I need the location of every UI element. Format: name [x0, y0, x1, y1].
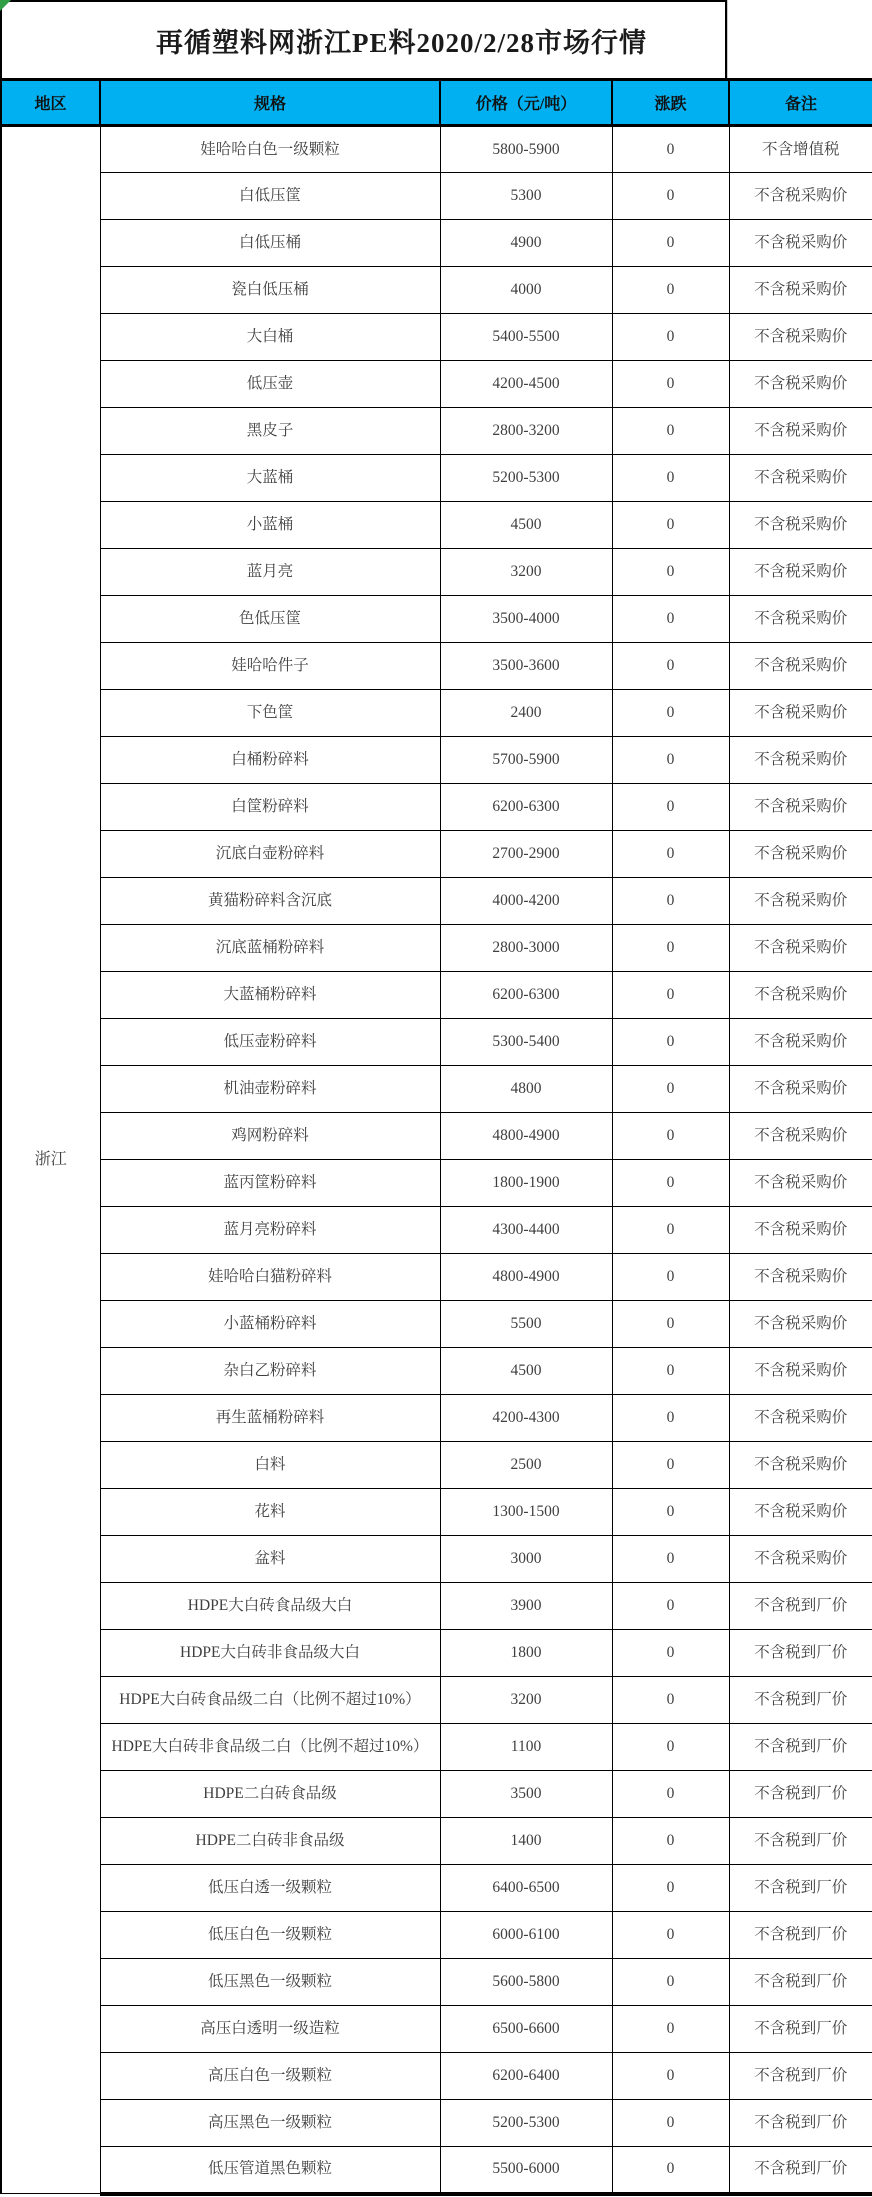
spec-cell: HDPE二白砖非食品级: [100, 1818, 440, 1865]
change-cell: 0: [612, 173, 729, 220]
note-cell: 不含税到厂价: [729, 1818, 872, 1865]
spec-cell: 沉底蓝桶粉碎料: [100, 925, 440, 972]
note-cell: 不含税到厂价: [729, 2100, 872, 2147]
table-row: [1, 1771, 872, 1818]
change-cell: 0: [612, 1160, 729, 1207]
change-cell: 0: [612, 1113, 729, 1160]
change-cell: 0: [612, 878, 729, 925]
spec-cell: HDPE二白砖食品级: [100, 1771, 440, 1818]
table-row: [1, 1865, 872, 1912]
table-row: [1, 267, 872, 314]
price-cell: 2800-3000: [440, 925, 612, 972]
column-header-price: 价格（元/吨）: [440, 80, 612, 126]
note-cell: 不含税采购价: [729, 784, 872, 831]
note-cell: 不含税采购价: [729, 1160, 872, 1207]
header-row: [1, 80, 872, 126]
table-row: [1, 1442, 872, 1489]
column-header-note: 备注: [729, 80, 872, 126]
change-cell: 0: [612, 361, 729, 408]
change-cell: 0: [612, 1724, 729, 1771]
table-row: [1, 455, 872, 502]
price-cell: 1800: [440, 1630, 612, 1677]
column-header-region: 地区: [1, 80, 100, 126]
note-cell: 不含税到厂价: [729, 2006, 872, 2053]
spec-cell: HDPE大白砖非食品级二白（比例不超过10%）: [100, 1724, 440, 1771]
table-row: [1, 1395, 872, 1442]
spec-cell: 娃哈哈白猫粉碎料: [100, 1254, 440, 1301]
change-cell: 0: [612, 1019, 729, 1066]
change-cell: 0: [612, 2006, 729, 2053]
spec-cell: 再生蓝桶粉碎料: [100, 1395, 440, 1442]
table-row: [1, 1724, 872, 1771]
table-row: [1, 1912, 872, 1959]
price-table: [0, 78, 872, 2196]
excel-corner-triangle-icon: [0, 0, 11, 11]
table-row: [1, 1489, 872, 1536]
note-cell: 不含税采购价: [729, 1489, 872, 1536]
note-cell: 不含税采购价: [729, 831, 872, 878]
note-cell: 不含税到厂价: [729, 2147, 872, 2194]
note-cell: 不含税采购价: [729, 361, 872, 408]
price-cell: 1100: [440, 1724, 612, 1771]
page-title: 再循塑料网浙江PE料2020/2/28市场行情: [155, 27, 647, 58]
price-cell: 5300-5400: [440, 1019, 612, 1066]
table-row: [1, 737, 872, 784]
column-header-spec: 规格: [100, 80, 440, 126]
note-cell: 不含税到厂价: [729, 1630, 872, 1677]
price-cell: 4800: [440, 1066, 612, 1113]
change-cell: 0: [612, 549, 729, 596]
note-cell: 不含税采购价: [729, 1066, 872, 1113]
price-cell: 2800-3200: [440, 408, 612, 455]
change-cell: 0: [612, 643, 729, 690]
spec-cell: 盆料: [100, 1536, 440, 1583]
spec-cell: 机油壶粉碎料: [100, 1066, 440, 1113]
table-row: [1, 1536, 872, 1583]
change-cell: 0: [612, 1489, 729, 1536]
change-cell: 0: [612, 314, 729, 361]
change-cell: 0: [612, 690, 729, 737]
note-cell: 不含税采购价: [729, 596, 872, 643]
spec-cell: 黑皮子: [100, 408, 440, 455]
note-cell: 不含税采购价: [729, 643, 872, 690]
change-cell: 0: [612, 925, 729, 972]
table-row: [1, 690, 872, 737]
change-cell: 0: [612, 1536, 729, 1583]
spec-cell: 低压黑色一级颗粒: [100, 1959, 440, 2006]
spec-cell: 高压白透明一级造粒: [100, 2006, 440, 2053]
note-cell: 不含税采购价: [729, 173, 872, 220]
change-cell: 0: [612, 1865, 729, 1912]
price-cell: 1400: [440, 1818, 612, 1865]
change-cell: 0: [612, 737, 729, 784]
table-row: [1, 126, 872, 173]
price-cell: 5200-5300: [440, 455, 612, 502]
price-cell: 6200-6300: [440, 972, 612, 1019]
table-row: [1, 925, 872, 972]
note-cell: 不含税到厂价: [729, 1771, 872, 1818]
price-cell: 5500-6000: [440, 2147, 612, 2194]
change-cell: 0: [612, 831, 729, 878]
price-table-body: [1, 126, 872, 2194]
change-cell: 0: [612, 596, 729, 643]
spec-cell: 低压白色一级颗粒: [100, 1912, 440, 1959]
price-cell: 3900: [440, 1583, 612, 1630]
price-cell: 6200-6300: [440, 784, 612, 831]
table-row: [1, 1818, 872, 1865]
spec-cell: 娃哈哈白色一级颗粒: [100, 126, 440, 173]
spec-cell: 色低压筐: [100, 596, 440, 643]
note-cell: 不含增值税: [729, 126, 872, 173]
table-row: [1, 1677, 872, 1724]
note-cell: 不含税采购价: [729, 1113, 872, 1160]
spec-cell: 蓝丙筐粉碎料: [100, 1160, 440, 1207]
change-cell: 0: [612, 1630, 729, 1677]
table-row: [1, 2053, 872, 2100]
spec-cell: HDPE大白砖食品级二白（比例不超过10%）: [100, 1677, 440, 1724]
price-cell: 6500-6600: [440, 2006, 612, 2053]
table-row: [1, 314, 872, 361]
table-row: [1, 972, 872, 1019]
change-cell: 0: [612, 1254, 729, 1301]
column-header-change: 涨跌: [612, 80, 729, 126]
price-cell: 1300-1500: [440, 1489, 612, 1536]
table-row: [1, 408, 872, 455]
note-cell: 不含税采购价: [729, 220, 872, 267]
change-cell: 0: [612, 1066, 729, 1113]
table-row: [1, 1066, 872, 1113]
price-cell: 5300: [440, 173, 612, 220]
change-cell: 0: [612, 784, 729, 831]
change-cell: 0: [612, 1771, 729, 1818]
note-cell: 不含税到厂价: [729, 1959, 872, 2006]
price-cell: 5600-5800: [440, 1959, 612, 2006]
change-cell: 0: [612, 502, 729, 549]
change-cell: 0: [612, 1959, 729, 2006]
note-cell: 不含税采购价: [729, 455, 872, 502]
price-cell: 3200: [440, 1677, 612, 1724]
title-box: [0, 0, 727, 78]
change-cell: 0: [612, 1583, 729, 1630]
table-row: [1, 1301, 872, 1348]
table-row: [1, 1019, 872, 1066]
table-row: [1, 549, 872, 596]
table-row: [1, 784, 872, 831]
spec-cell: 鸡网粉碎料: [100, 1113, 440, 1160]
spec-cell: 低压管道黑色颗粒: [100, 2147, 440, 2194]
spec-cell: 沉底白壶粉碎料: [100, 831, 440, 878]
table-row: [1, 1113, 872, 1160]
note-cell: 不含税采购价: [729, 972, 872, 1019]
price-cell: 2400: [440, 690, 612, 737]
table-row: [1, 643, 872, 690]
note-cell: 不含税采购价: [729, 502, 872, 549]
price-cell: 1800-1900: [440, 1160, 612, 1207]
change-cell: 0: [612, 220, 729, 267]
spec-cell: HDPE大白砖非食品级大白: [100, 1630, 440, 1677]
spec-cell: 小蓝桶: [100, 502, 440, 549]
spec-cell: 杂白乙粉碎料: [100, 1348, 440, 1395]
region-cell: 浙江: [1, 126, 100, 2194]
change-cell: 0: [612, 972, 729, 1019]
table-row: [1, 2147, 872, 2194]
table-row: [1, 831, 872, 878]
table-row: [1, 1959, 872, 2006]
spec-cell: 下色筐: [100, 690, 440, 737]
price-cell: 5500: [440, 1301, 612, 1348]
note-cell: 不含税到厂价: [729, 1865, 872, 1912]
table-row: [1, 173, 872, 220]
table-row: [1, 1583, 872, 1630]
spec-cell: 白低压桶: [100, 220, 440, 267]
spec-cell: 蓝月亮粉碎料: [100, 1207, 440, 1254]
table-row: [1, 1207, 872, 1254]
spec-cell: 白低压筐: [100, 173, 440, 220]
price-cell: 5200-5300: [440, 2100, 612, 2147]
note-cell: 不含税到厂价: [729, 1912, 872, 1959]
price-cell: 6000-6100: [440, 1912, 612, 1959]
price-cell: 4800-4900: [440, 1254, 612, 1301]
price-cell: 3500-3600: [440, 643, 612, 690]
note-cell: 不含税采购价: [729, 1254, 872, 1301]
table-row: [1, 1630, 872, 1677]
spec-cell: 花料: [100, 1489, 440, 1536]
table-row: [1, 1160, 872, 1207]
title-right-gridline: [727, 0, 728, 78]
note-cell: 不含税到厂价: [729, 1583, 872, 1630]
change-cell: 0: [612, 1207, 729, 1254]
change-cell: 0: [612, 2100, 729, 2147]
price-cell: 3500: [440, 1771, 612, 1818]
price-cell: 2500: [440, 1442, 612, 1489]
spec-cell: 大白桶: [100, 314, 440, 361]
note-cell: 不含税采购价: [729, 1207, 872, 1254]
price-cell: 5700-5900: [440, 737, 612, 784]
note-cell: 不含税到厂价: [729, 1724, 872, 1771]
table-row: [1, 1348, 872, 1395]
table-row: [1, 361, 872, 408]
note-cell: 不含税采购价: [729, 1442, 872, 1489]
spec-cell: 黄猫粉碎料含沉底: [100, 878, 440, 925]
note-cell: 不含税采购价: [729, 408, 872, 455]
spec-cell: 白料: [100, 1442, 440, 1489]
change-cell: 0: [612, 267, 729, 314]
spec-cell: 瓷白低压桶: [100, 267, 440, 314]
change-cell: 0: [612, 126, 729, 173]
note-cell: 不含税采购价: [729, 1536, 872, 1583]
spec-cell: 低压壶: [100, 361, 440, 408]
change-cell: 0: [612, 1912, 729, 1959]
note-cell: 不含税采购价: [729, 1301, 872, 1348]
price-cell: 5800-5900: [440, 126, 612, 173]
spec-cell: 高压白色一级颗粒: [100, 2053, 440, 2100]
change-cell: 0: [612, 1301, 729, 1348]
change-cell: 0: [612, 2053, 729, 2100]
price-cell: 4300-4400: [440, 1207, 612, 1254]
table-row: [1, 220, 872, 267]
spec-cell: 蓝月亮: [100, 549, 440, 596]
spec-cell: 低压白透一级颗粒: [100, 1865, 440, 1912]
note-cell: 不含税采购价: [729, 925, 872, 972]
price-cell: 4000: [440, 267, 612, 314]
note-cell: 不含税采购价: [729, 1019, 872, 1066]
spec-cell: HDPE大白砖食品级大白: [100, 1583, 440, 1630]
change-cell: 0: [612, 455, 729, 502]
note-cell: 不含税采购价: [729, 737, 872, 784]
change-cell: 0: [612, 1818, 729, 1865]
price-cell: 4500: [440, 502, 612, 549]
change-cell: 0: [612, 1348, 729, 1395]
table-row: [1, 2100, 872, 2147]
spec-cell: 大蓝桶粉碎料: [100, 972, 440, 1019]
note-cell: 不含税采购价: [729, 1348, 872, 1395]
price-cell: 4500: [440, 1348, 612, 1395]
note-cell: 不含税采购价: [729, 878, 872, 925]
note-cell: 不含税到厂价: [729, 2053, 872, 2100]
note-cell: 不含税采购价: [729, 314, 872, 361]
spec-cell: 高压黑色一级颗粒: [100, 2100, 440, 2147]
change-cell: 0: [612, 1442, 729, 1489]
change-cell: 0: [612, 408, 729, 455]
price-cell: 6400-6500: [440, 1865, 612, 1912]
price-cell: 3500-4000: [440, 596, 612, 643]
price-cell: 4200-4300: [440, 1395, 612, 1442]
note-cell: 不含税采购价: [729, 267, 872, 314]
note-cell: 不含税到厂价: [729, 1677, 872, 1724]
price-cell: 4900: [440, 220, 612, 267]
spec-cell: 白筐粉碎料: [100, 784, 440, 831]
price-cell: 5400-5500: [440, 314, 612, 361]
table-row: [1, 878, 872, 925]
table-row: [1, 502, 872, 549]
note-cell: 不含税采购价: [729, 549, 872, 596]
spec-cell: 小蓝桶粉碎料: [100, 1301, 440, 1348]
spec-cell: 大蓝桶: [100, 455, 440, 502]
table-row: [1, 2006, 872, 2053]
price-cell: 4800-4900: [440, 1113, 612, 1160]
spec-cell: 娃哈哈件子: [100, 643, 440, 690]
price-cell: 4000-4200: [440, 878, 612, 925]
table-row: [1, 596, 872, 643]
price-cell: 3000: [440, 1536, 612, 1583]
change-cell: 0: [612, 1395, 729, 1442]
spec-cell: 低压壶粉碎料: [100, 1019, 440, 1066]
change-cell: 0: [612, 2147, 729, 2194]
price-cell: 2700-2900: [440, 831, 612, 878]
price-cell: 6200-6400: [440, 2053, 612, 2100]
note-cell: 不含税采购价: [729, 1395, 872, 1442]
table-row: [1, 1254, 872, 1301]
price-cell: 4200-4500: [440, 361, 612, 408]
note-cell: 不含税采购价: [729, 690, 872, 737]
price-cell: 3200: [440, 549, 612, 596]
spec-cell: 白桶粉碎料: [100, 737, 440, 784]
change-cell: 0: [612, 1677, 729, 1724]
